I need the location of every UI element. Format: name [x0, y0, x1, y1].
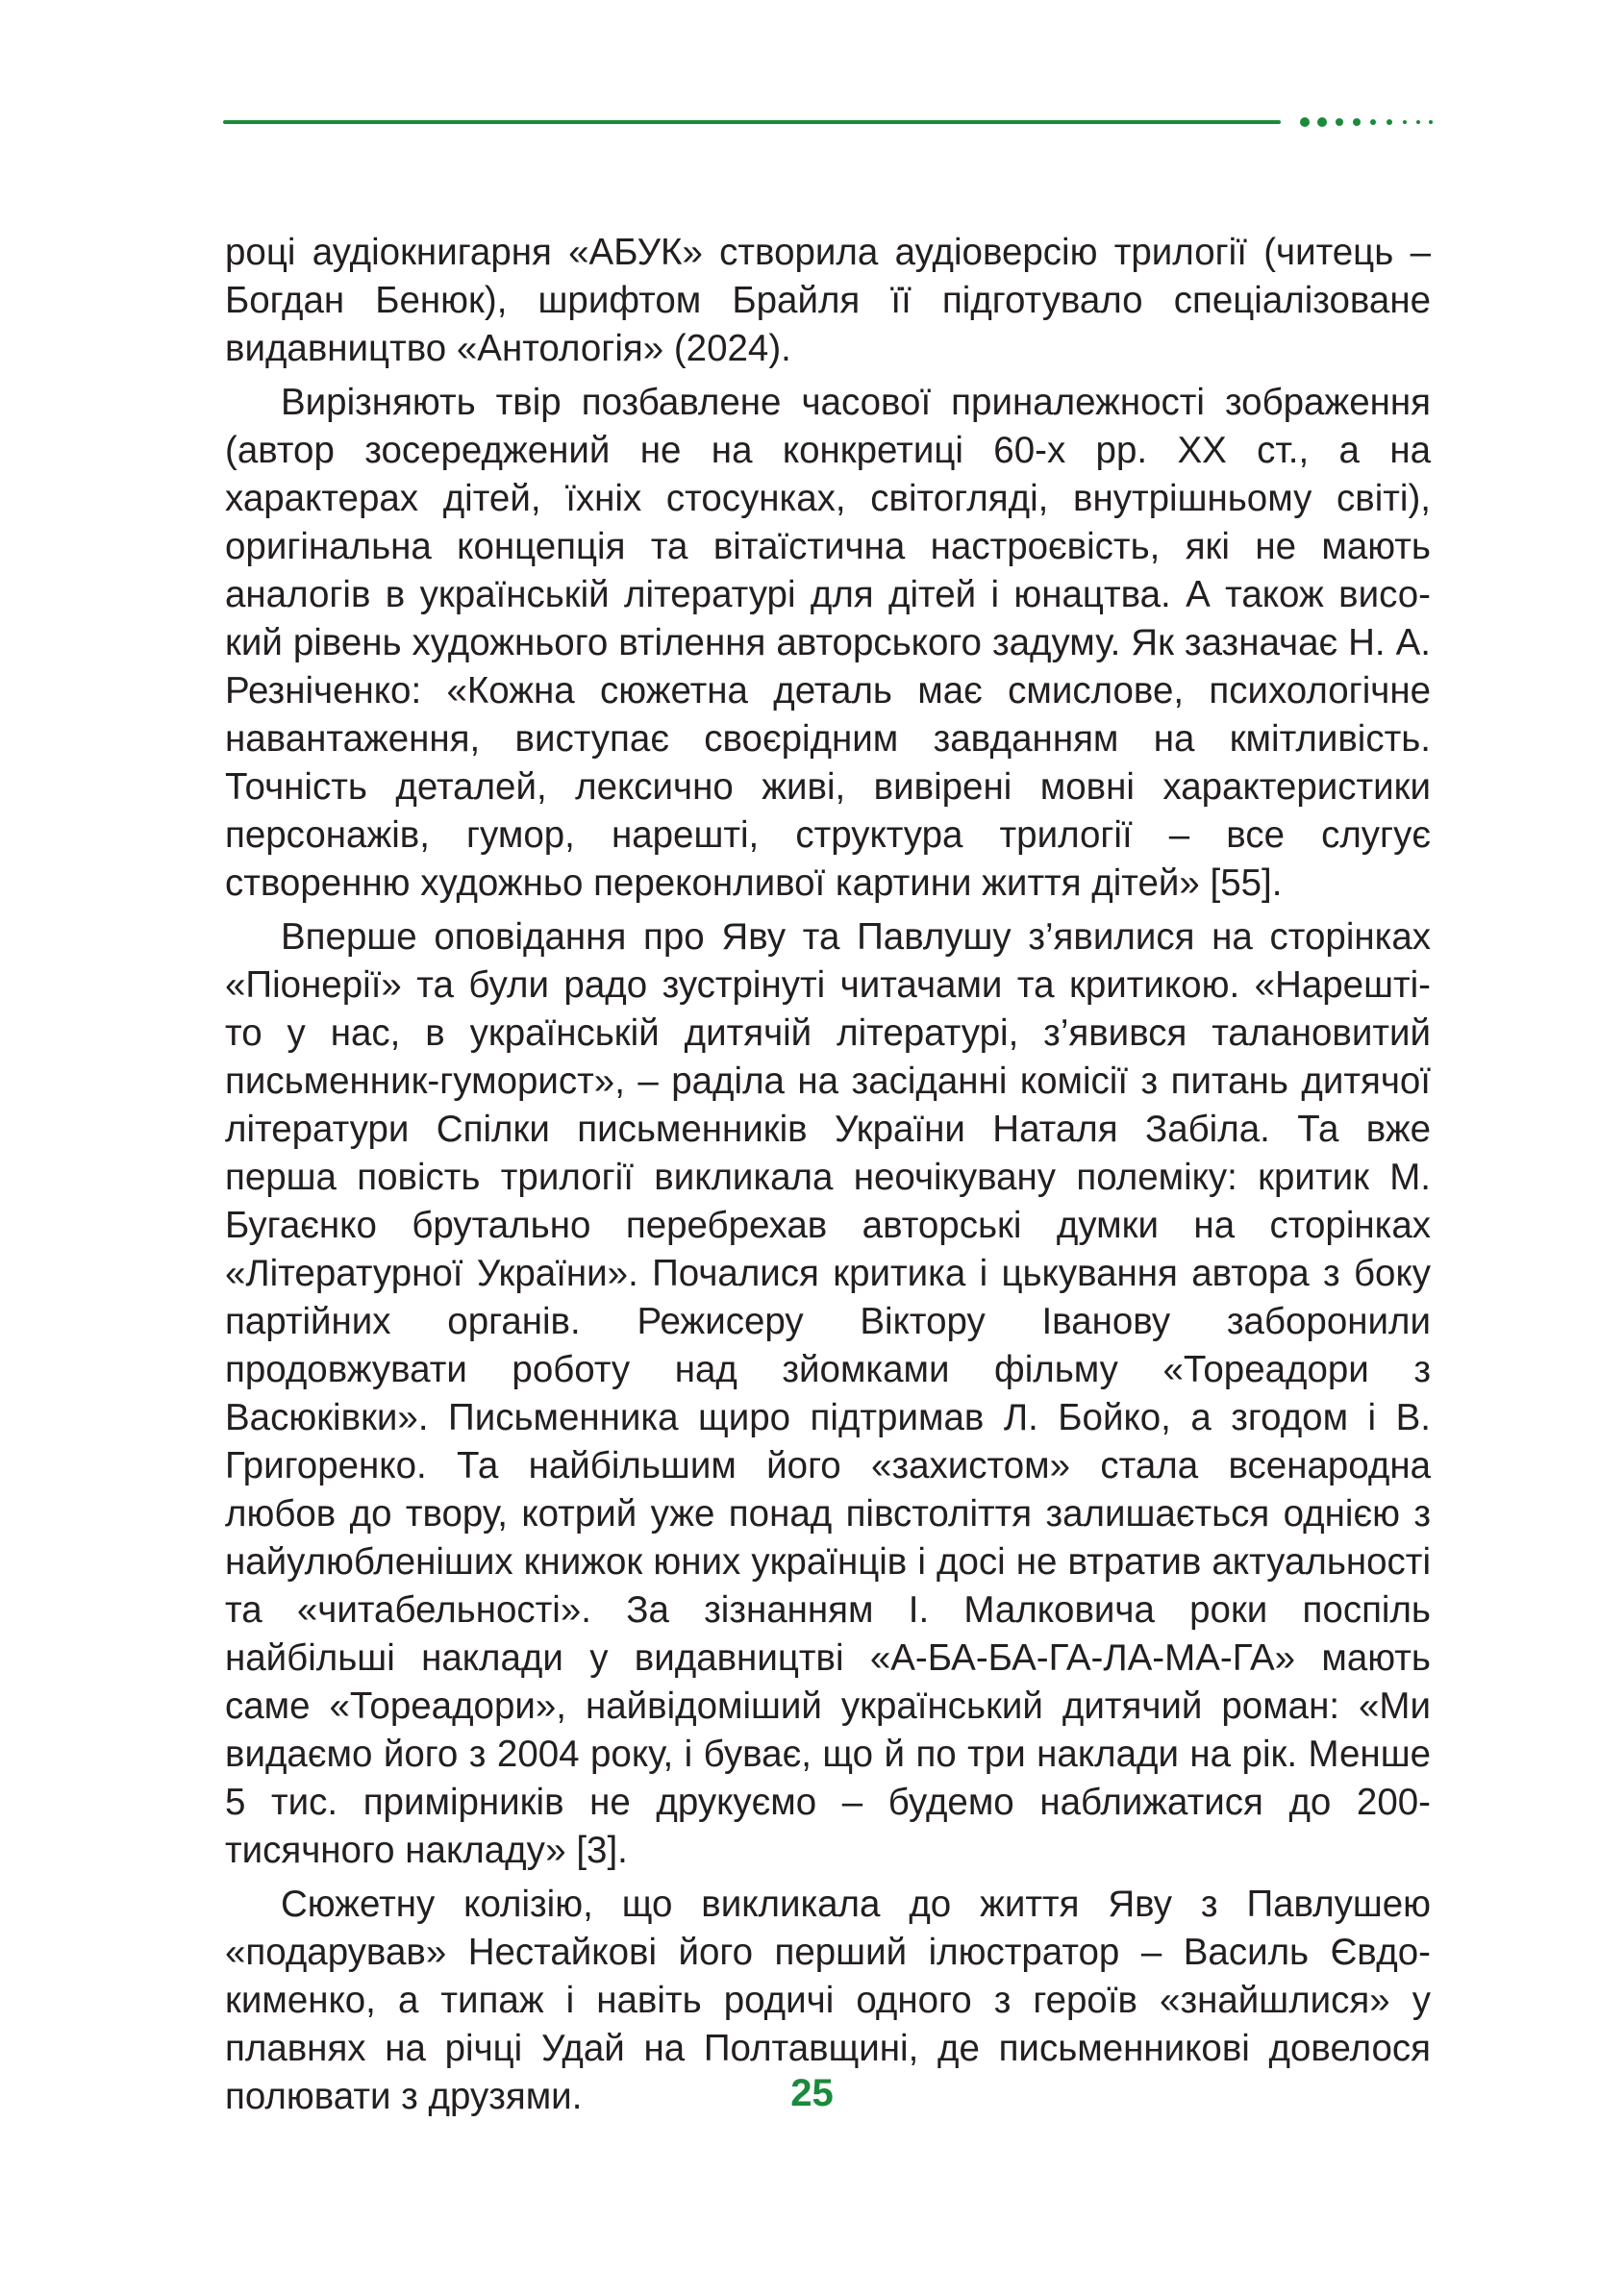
paragraph: Вирізняють твір позбавлене часової приналежності зображення (автор зосереджений не на конкретиці 60-х рр. ХХ ст., а на характерах дітей, їхніх стосунках, світогляді, внутрішньому світі), оригінальна концепція та вітаїстична настроєвість, які не мають аналогів в українській літературі для дітей і юнацтва. А також високий рівень художнього втілення авторського задуму. Як зазначає Н. А. Резніченко: «Кожна сюжетна деталь має смислове, психологічне навантаження, виступає своєрідним завданням на кмітливість. Точність деталей, лексично живі, вивірені мовні характеристики персонажів, гумор, нарешті, структура трилогії – все слугує створенню художньо переконливої картини життя дітей» [55].	[225, 382, 1431, 904]
header-dot	[1370, 119, 1376, 125]
header-dot	[1317, 117, 1327, 127]
body-text	[225, 229, 1431, 2127]
header-dot	[1416, 120, 1420, 124]
header-decorative-rule	[223, 117, 1295, 127]
header-line	[223, 120, 1281, 124]
paragraph: Сюжетну колізію, що викликала до життя Яву з Павлушею «подарував» Нестайкові його перший ілюстратор – Василь Євдокименко, а типаж і навіть родичі одного з героїв «знайшлися» у плавнях на річці Удай на Полтавщині, де письменникові довелося полювати з друзями.	[225, 1884, 1431, 2117]
header-dot	[1387, 119, 1392, 125]
header-dot	[1353, 118, 1361, 126]
page-number: 25	[790, 2072, 834, 2114]
paragraph: Вперше оповідання про Яву та Павлушу з’явилися на сторінках «Піонерії» та були радо зустрінуті читачами та критикою. «Нарешті-то у нас, в українській дитячій літературі, з’явився талановитий письменник-гуморист», – раділа на засіданні комісії з питань дитячої літератури Спілки письменників України Наталя Забіла. Та вже перша повість трилогії викликала неочікувану полеміку: критик М. Бугаєнко брутально перебрехав авторські думки на сторінках «Літературної України». Почалися критика і цькування автора з боку партійних органів. Режисеру Віктору Іванову заборонили продовжувати роботу над зйомками фільму «Тореадори з Васюківки». Письменника щиро підтримав Л. Бойко, а згодом і В. Григоренко. Та найбільшим його «захистом» стала всенародна любов до твору, котрий уже понад півстоліття залишається однією з найулюбленіших книжок юних українців і досі не втратив актуальності та «читабельності». За зізнанням І. Малковича роки поспіль найбільші наклади у видавництві «А-БА-БА-ГА-ЛА-МА-ГА» мають саме «Тореадори», найвідоміший український дитячий роман: «Ми видаємо його з 2004 року, і буває, що й по три наклади на рік. Менше 5 тис. примірників не друкуємо – будемо наближатися до 200-тисячного накладу» [3].	[225, 916, 1431, 1871]
header-dots	[1300, 117, 1624, 127]
paragraph: році аудіокнигарня «АБУК» створила аудіоверсію трилогії (читець – Богдан Бенюк), шрифтом Брайля її підготувало спеціалізоване видавництво «Антологія» (2024).	[225, 232, 1431, 369]
header-dot	[1403, 120, 1407, 124]
header-dot	[1336, 118, 1343, 126]
header-dot	[1300, 117, 1310, 127]
header-dot	[1429, 120, 1433, 124]
